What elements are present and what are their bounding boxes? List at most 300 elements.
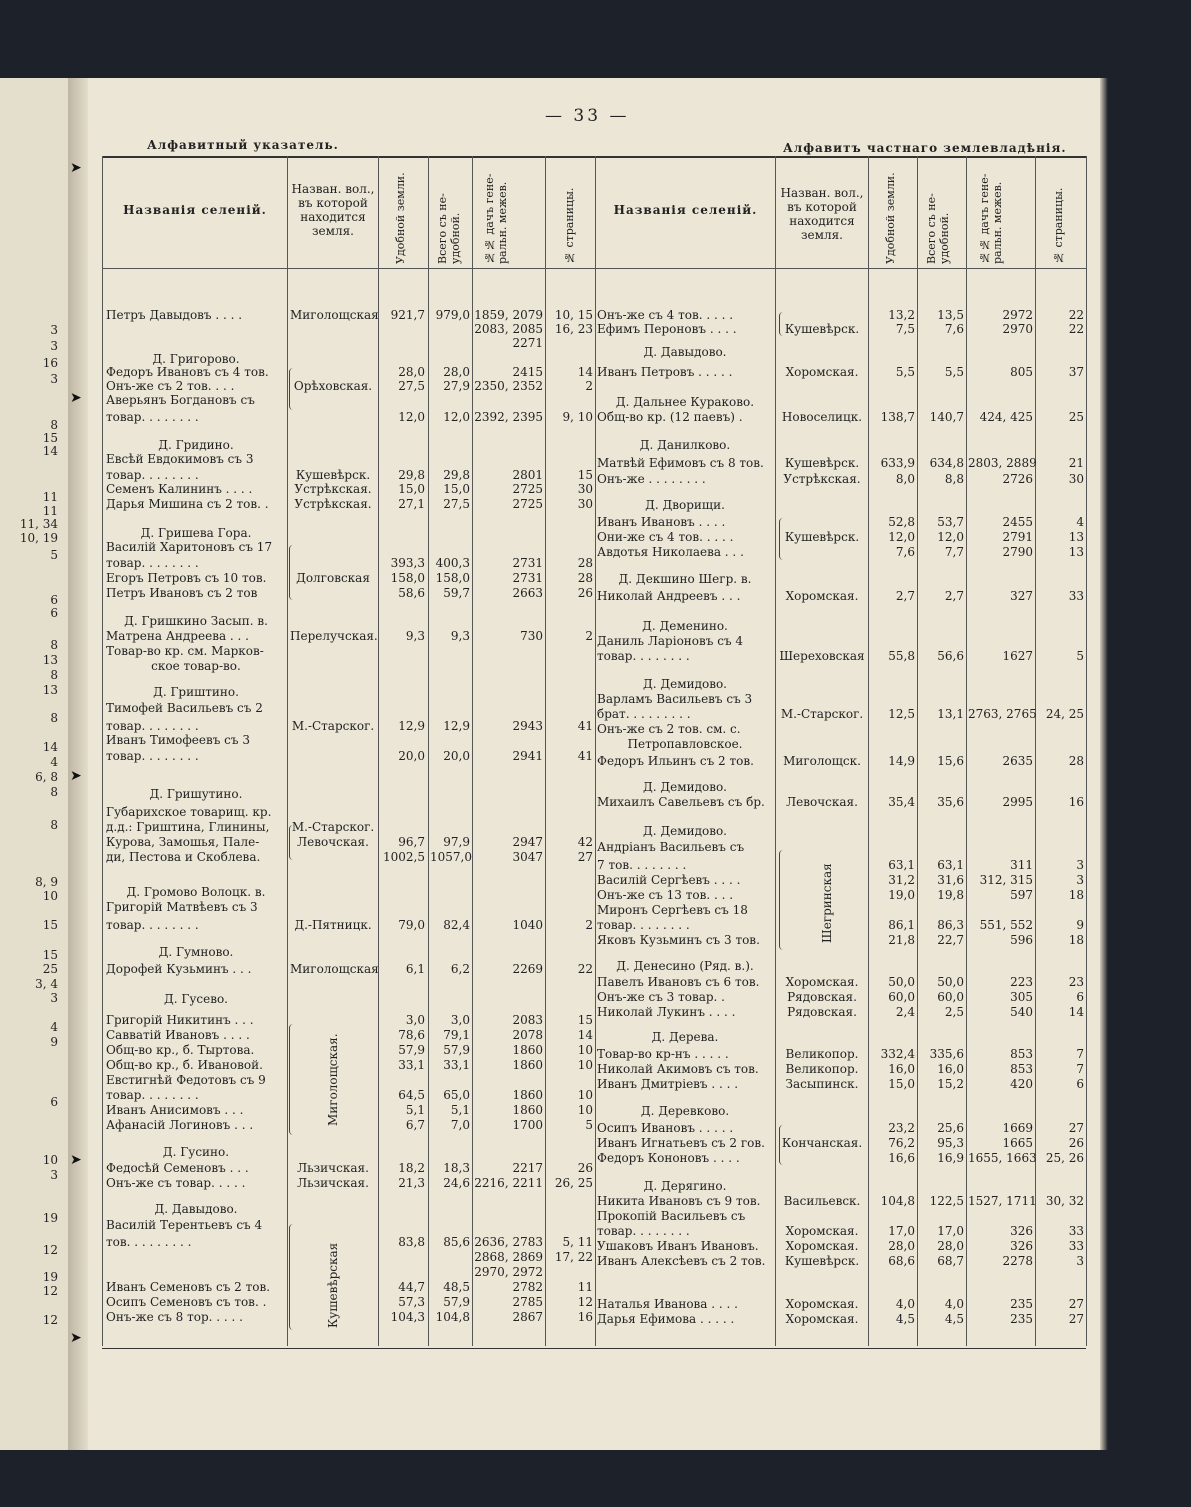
right-page-cell: 7 <box>1076 1047 1084 1061</box>
left-convenient-cell: 393,3 <box>390 556 425 570</box>
binding-thread-mark: ➤ <box>70 390 82 406</box>
left-village-heading: Д. Давыдово. <box>154 1202 238 1216</box>
right-village-heading: Д. Деменино. <box>642 619 728 633</box>
right-village-heading: Д. Денесино (Ряд. в.). <box>616 959 754 973</box>
col-header-name-right: Названія селеній. <box>613 203 758 217</box>
right-owner-name: Осипъ Ивановъ . . . . . <box>597 1121 734 1135</box>
right-convenient-cell: 60,0 <box>888 990 915 1004</box>
right-dacha-cell: 1665 <box>1002 1136 1033 1150</box>
left-strip-number: 14 <box>42 444 58 458</box>
rule <box>595 156 596 1346</box>
right-volost-cell: Хоромская. <box>785 1224 859 1238</box>
left-strip-number: 5 <box>50 548 58 562</box>
left-volost-cell: Устрѣкская. <box>294 482 372 496</box>
right-convenient-cell: 16,0 <box>888 1062 915 1076</box>
right-owner-name: Дарья Ефимова . . . . . <box>597 1312 735 1326</box>
right-owner-name: товар. . . . . . . . <box>597 1224 690 1238</box>
left-owner-name: Федоръ Ивановъ съ 4 тов. <box>106 365 269 379</box>
left-dacha-cell: 2867 <box>512 1310 543 1324</box>
left-page-cell: 28 <box>577 571 593 585</box>
right-convenient-cell: 31,2 <box>888 873 915 887</box>
left-dacha-cell: 2731 <box>512 571 543 585</box>
right-convenient-cell: 633,9 <box>880 456 915 470</box>
left-owner-name: Матрена Андреева . . . <box>106 629 249 643</box>
book-gutter <box>68 78 88 1450</box>
rule <box>1035 156 1036 1346</box>
left-dacha-cell: 2636, 2783 <box>474 1235 543 1249</box>
left-page-cell: 22 <box>577 962 593 976</box>
left-dacha-cell: 1040 <box>512 918 543 932</box>
right-owner-name: Варламъ Васильевъ съ 3 <box>597 692 753 706</box>
right-page-cell: 27 <box>1068 1312 1084 1326</box>
right-vertical-volost: Шегринская <box>820 863 834 943</box>
right-page-cell: 28 <box>1068 754 1084 768</box>
right-convenient-cell: 13,2 <box>888 308 915 322</box>
right-page-cell: 24, 25 <box>1045 707 1084 721</box>
brace-mark <box>289 1024 294 1135</box>
left-dacha-cell: 2083, 2085 <box>474 322 543 336</box>
right-owner-name: Павелъ Ивановъ съ 6 тов. <box>597 975 760 989</box>
right-total-cell: 122,5 <box>929 1194 964 1208</box>
left-page-cell: 12 <box>577 1295 593 1309</box>
left-owner-name: Евстигнѣй Федотовъ съ 9 <box>106 1073 266 1087</box>
right-owner-name: Товар-во кр-нъ . . . . . <box>597 1047 729 1061</box>
right-total-cell: 16,0 <box>937 1062 964 1076</box>
left-strip-number: 3 <box>50 372 58 386</box>
right-convenient-cell: 104,8 <box>880 1194 915 1208</box>
left-total-cell: 20,0 <box>443 749 470 763</box>
left-owner-name: товар. . . . . . . . <box>106 719 199 733</box>
right-convenient-cell: 4,0 <box>895 1297 915 1311</box>
left-total-cell: 7,0 <box>450 1118 470 1132</box>
right-dacha-cell: 540 <box>1010 1005 1033 1019</box>
left-strip-number: 8 <box>50 418 58 432</box>
right-owner-name: Иванъ Игнатьевъ съ 2 гов. <box>597 1136 765 1150</box>
left-volost-cell: Долговская <box>296 571 370 585</box>
right-dacha-cell: 551, 552 <box>979 918 1033 932</box>
right-volost-cell: Хоромская. <box>785 1297 859 1311</box>
right-dacha-cell: 235 <box>1010 1312 1033 1326</box>
left-page-cell: 5 <box>585 1118 593 1132</box>
right-owner-name: товар. . . . . . . . <box>597 918 690 932</box>
right-owner-name: Онъ-же съ 2 тов. см. с. <box>597 722 741 736</box>
right-convenient-cell: 86,1 <box>888 918 915 932</box>
left-volost-cell: Устрѣкская. <box>294 497 372 511</box>
right-page-cell: 37 <box>1068 365 1084 379</box>
right-owner-name: брат. . . . . . . . . <box>597 707 691 721</box>
right-total-cell: 53,7 <box>937 515 964 529</box>
left-owner-name: товар. . . . . . . . <box>106 410 199 424</box>
right-page-cell: 13 <box>1068 545 1084 559</box>
rule <box>378 156 379 1346</box>
right-owner-name: Прокопій Васильевъ съ <box>597 1209 746 1223</box>
right-page-cell: 3 <box>1076 858 1084 872</box>
left-owner-name: ди, Пестова и Скоблева. <box>106 850 261 864</box>
left-village-heading: Д. Гришкино Засып. в. <box>124 614 268 628</box>
left-strip-number: 8 <box>50 711 58 725</box>
right-dacha-cell: 805 <box>1010 365 1033 379</box>
col-header-pages-right: № страницы. <box>1052 187 1065 264</box>
right-dacha-cell: 2972 <box>1002 308 1033 322</box>
left-owner-name: Василій Харитоновъ съ 17 <box>106 540 273 554</box>
left-total-cell: 18,3 <box>443 1161 470 1175</box>
left-strip-number: 19 <box>42 1270 58 1284</box>
left-dacha-cell: 2941 <box>512 749 543 763</box>
rule <box>545 156 546 1346</box>
right-dacha-cell: 326 <box>1010 1239 1033 1253</box>
left-dacha-cell: 2078 <box>512 1028 543 1042</box>
left-owner-name: Дарья Мишина съ 2 тов. . <box>106 497 269 511</box>
right-dacha-cell: 597 <box>1010 888 1033 902</box>
left-total-cell: 65,0 <box>443 1088 470 1102</box>
left-strip-number: 12 <box>42 1243 58 1257</box>
right-dacha-cell: 1655, 1663 <box>968 1151 1037 1165</box>
right-convenient-cell: 28,0 <box>888 1239 915 1253</box>
left-total-cell: 29,8 <box>443 468 470 482</box>
left-strip-number: 8 <box>50 818 58 832</box>
left-volost-cell: М.-Старског. <box>291 719 375 733</box>
left-owner-name: Общ-во кр., б. Ивановой. <box>106 1058 263 1072</box>
left-page-cell: 10 <box>577 1058 593 1072</box>
right-total-cell: 13,5 <box>937 308 964 322</box>
rule <box>428 156 429 1346</box>
right-total-cell: 7,7 <box>944 545 964 559</box>
right-convenient-cell: 4,5 <box>895 1312 915 1326</box>
left-strip-number: 4 <box>50 755 58 769</box>
brace-mark <box>289 1224 294 1330</box>
left-volost-cell: Миголощская <box>290 308 379 322</box>
left-page-cell: 30 <box>577 497 593 511</box>
right-volost-cell: Хоромская. <box>785 589 859 603</box>
left-owner-name: Иванъ Тимофеевъ съ 3 <box>106 733 250 747</box>
right-owner-name: Никита Ивановъ съ 9 тов. <box>597 1194 761 1208</box>
left-strip-number: 19 <box>42 1211 58 1225</box>
right-total-cell: 2,7 <box>944 589 964 603</box>
left-volost-cell: Левочская. <box>297 835 369 849</box>
left-strip-number: 6, 8 <box>35 770 58 784</box>
left-owner-name: Осипъ Семеновъ съ тов. . <box>106 1295 267 1309</box>
left-page-cell: 41 <box>577 749 593 763</box>
left-page-cell: 2 <box>585 629 593 643</box>
right-total-cell: 22,7 <box>937 933 964 947</box>
page-number: — 33 — <box>545 106 630 126</box>
rule <box>472 156 473 1346</box>
left-convenient-cell: 18,2 <box>398 1161 425 1175</box>
left-owner-name: Григорій Никитинъ . . . <box>106 1013 254 1027</box>
right-volost-cell: Хоромская. <box>785 1239 859 1253</box>
right-dacha-cell: 312, 315 <box>979 873 1033 887</box>
right-volost-cell: Новоселицк. <box>781 410 863 424</box>
left-strip-number: 10, 19 <box>19 531 58 545</box>
left-owner-name: Григорій Матвѣевъ съ 3 <box>106 900 258 914</box>
right-convenient-cell: 8,0 <box>895 472 915 486</box>
right-total-cell: 68,7 <box>937 1254 964 1268</box>
right-village-heading: Д. Данилково. <box>639 438 731 452</box>
left-village-heading: Д. Гришева Гора. <box>140 526 252 540</box>
left-page-cell: 15 <box>577 1013 593 1027</box>
right-convenient-cell: 17,0 <box>888 1224 915 1238</box>
left-strip-number: 3, 4 <box>35 977 58 991</box>
left-vertical-volost: Кушевѣрская <box>326 1242 340 1328</box>
right-volost-cell: Кончанская. <box>781 1136 863 1150</box>
binding-thread-mark: ➤ <box>70 1330 82 1346</box>
left-total-cell: 79,1 <box>443 1028 470 1042</box>
left-page-cell: 10 <box>577 1103 593 1117</box>
left-convenient-cell: 58,6 <box>398 586 425 600</box>
brace-mark <box>779 312 784 336</box>
right-page-cell: 6 <box>1076 990 1084 1004</box>
right-volost-cell: Левочская. <box>786 795 858 809</box>
right-owner-name: Иванъ Алексѣевъ съ 2 тов. <box>597 1254 766 1268</box>
right-village-heading: Д. Давыдово. <box>643 345 727 359</box>
left-strip-number: 8, 9 <box>35 875 58 889</box>
right-dacha-cell: 2790 <box>1002 545 1033 559</box>
right-total-cell: 15,2 <box>937 1077 964 1091</box>
right-owner-name: Онъ-же съ 13 тов. . . . <box>597 888 734 902</box>
left-convenient-cell: 6,7 <box>405 1118 425 1132</box>
brace-mark <box>289 825 294 860</box>
binding-thread-mark: ➤ <box>70 160 82 176</box>
right-dacha-cell: 1669 <box>1002 1121 1033 1135</box>
left-dacha-cell: 730 <box>520 629 543 643</box>
left-strip-number: 13 <box>42 683 58 697</box>
right-convenient-cell: 21,8 <box>888 933 915 947</box>
right-convenient-cell: 50,0 <box>888 975 915 989</box>
binding-thread-mark: ➤ <box>70 768 82 784</box>
right-village-heading: Д. Дворищи. <box>645 498 725 512</box>
left-total-cell: 82,4 <box>443 918 470 932</box>
left-strip-number: 3 <box>50 991 58 1005</box>
left-convenient-cell: 57,9 <box>398 1043 425 1057</box>
left-strip-number: 6 <box>50 606 58 620</box>
rule <box>917 156 918 1346</box>
left-owner-name: Евсѣй Евдокимовъ съ 3 <box>106 452 254 466</box>
right-dacha-cell: 2278 <box>1002 1254 1033 1268</box>
left-dacha-cell: 2663 <box>512 586 543 600</box>
page-edge-shadow <box>1100 78 1108 1450</box>
right-page-cell: 9 <box>1076 918 1084 932</box>
right-volost-cell: Устрѣкская. <box>783 472 861 486</box>
left-village-heading: Д. Гусино. <box>162 1145 230 1159</box>
right-total-cell: 5,5 <box>944 365 964 379</box>
right-page-cell: 33 <box>1068 1224 1084 1238</box>
right-dacha-cell: 2803, 2889 <box>968 456 1037 470</box>
left-page-cell: 10 <box>577 1088 593 1102</box>
left-owner-name: Афанасій Логиновъ . . . <box>106 1118 254 1132</box>
left-total-cell: 1057,0 <box>430 850 472 864</box>
right-total-cell: 12,0 <box>937 530 964 544</box>
left-village-heading: ское товар-во. <box>151 659 241 673</box>
left-page-cell: 14 <box>577 365 593 379</box>
right-page-cell: 13 <box>1068 530 1084 544</box>
left-village-heading: Д. Гриштино. <box>153 685 239 699</box>
left-page-cell: 2 <box>585 918 593 932</box>
left-village-heading: Д. Гришутино. <box>149 787 243 801</box>
left-volost-cell: Орѣховская. <box>293 379 373 393</box>
right-dacha-cell: 853 <box>1010 1062 1033 1076</box>
left-strip-number: 12 <box>42 1313 58 1327</box>
left-convenient-cell: 15,0 <box>398 482 425 496</box>
right-page-cell: 33 <box>1068 589 1084 603</box>
right-page-cell: 27 <box>1068 1297 1084 1311</box>
right-village-heading: Петропавловское. <box>627 737 743 751</box>
right-owner-name: Онъ-же съ 3 товар. . <box>597 990 725 1004</box>
left-dacha-cell: 2801 <box>512 468 543 482</box>
right-dacha-cell: 853 <box>1010 1047 1033 1061</box>
left-strip-number: 3 <box>50 323 58 337</box>
left-convenient-cell: 44,7 <box>398 1280 425 1294</box>
left-volost-cell: М.-Старског. <box>291 820 375 834</box>
left-total-cell: 12,9 <box>443 719 470 733</box>
left-convenient-cell: 83,8 <box>398 1235 425 1249</box>
right-total-cell: 50,0 <box>937 975 964 989</box>
left-owner-name: Товар-во кр. см. Марков- <box>106 644 264 658</box>
left-owner-name: Курова, Замошья, Пале- <box>106 835 260 849</box>
left-dacha-cell: 2725 <box>512 497 543 511</box>
left-strip-number: 11, 34 <box>19 517 58 531</box>
left-total-cell: 48,5 <box>443 1280 470 1294</box>
left-total-cell: 97,9 <box>443 835 470 849</box>
left-page-cell: 28 <box>577 556 593 570</box>
left-strip-number: 13 <box>42 653 58 667</box>
right-convenient-cell: 14,9 <box>888 754 915 768</box>
right-total-cell: 56,6 <box>937 649 964 663</box>
left-owner-name: товар. . . . . . . . <box>106 749 199 763</box>
right-total-cell: 4,5 <box>944 1312 964 1326</box>
left-total-cell: 33,1 <box>443 1058 470 1072</box>
col-header-dachas: №№ дачъ гене-ральн. межев. <box>483 173 509 264</box>
right-page-cell: 23 <box>1068 975 1084 989</box>
left-total-cell: 3,0 <box>450 1013 470 1027</box>
right-village-heading: Д. Демидово. <box>643 677 727 691</box>
right-total-cell: 16,9 <box>937 1151 964 1165</box>
right-convenient-cell: 52,8 <box>888 515 915 529</box>
right-owner-name: Николай Акимовъ съ тов. <box>597 1062 759 1076</box>
left-convenient-cell: 12,0 <box>398 410 425 424</box>
left-strip-number: 4 <box>50 1020 58 1034</box>
left-page-cell: 26, 25 <box>554 1176 593 1190</box>
right-owner-name: Яковъ Кузьминъ съ 3 тов. <box>597 933 760 947</box>
right-convenient-cell: 68,6 <box>888 1254 915 1268</box>
right-volost-cell: Кушевѣрск. <box>784 456 860 470</box>
right-page-cell: 22 <box>1068 308 1084 322</box>
right-total-cell: 15,6 <box>937 754 964 768</box>
right-village-heading: Д. Демидово. <box>643 824 727 838</box>
binding-thread-mark: ➤ <box>70 1152 82 1168</box>
right-convenient-cell: 15,0 <box>888 1077 915 1091</box>
col-header-volost: Назван. вол., въ которой находится земля. <box>291 182 375 238</box>
left-dacha-cell: 2782 <box>512 1280 543 1294</box>
left-dacha-cell: 1860 <box>512 1088 543 1102</box>
left-total-cell: 400,3 <box>435 556 470 570</box>
left-volost-cell: Льзичская. <box>297 1176 369 1190</box>
left-strip-number: 11 <box>42 504 58 518</box>
right-total-cell: 2,5 <box>944 1005 964 1019</box>
left-total-cell: 104,8 <box>435 1310 470 1324</box>
right-dacha-cell: 327 <box>1010 589 1033 603</box>
right-dacha-cell: 2455 <box>1002 515 1033 529</box>
right-convenient-cell: 16,6 <box>888 1151 915 1165</box>
left-dacha-cell: 2269 <box>512 962 543 976</box>
right-dacha-cell: 2995 <box>1002 795 1033 809</box>
right-owner-name: Ефимъ Пероновъ . . . . <box>597 322 737 336</box>
left-dacha-cell: 2943 <box>512 719 543 733</box>
right-total-cell: 8,8 <box>944 472 964 486</box>
left-dacha-cell: 1700 <box>512 1118 543 1132</box>
right-dacha-cell: 305 <box>1010 990 1033 1004</box>
left-village-heading: Д. Громово Волоцк. в. <box>126 885 266 899</box>
right-total-cell: 86,3 <box>937 918 964 932</box>
right-village-heading: Д. Демидово. <box>643 780 727 794</box>
right-page-cell: 33 <box>1068 1239 1084 1253</box>
right-owner-name: Онъ-же съ 4 тов. . . . . <box>597 308 734 322</box>
right-dacha-cell: 1527, 1711 <box>968 1194 1037 1208</box>
right-page-cell: 27 <box>1068 1121 1084 1135</box>
right-volost-cell: Васильевск. <box>783 1194 861 1208</box>
left-total-cell: 57,9 <box>443 1295 470 1309</box>
right-owner-name: Авдотья Николаева . . . <box>597 545 744 559</box>
right-total-cell: 25,6 <box>937 1121 964 1135</box>
right-volost-cell: Кушевѣрск. <box>784 530 860 544</box>
left-strip-number: 10 <box>42 1153 58 1167</box>
left-village-heading: Д. Гусево. <box>163 992 228 1006</box>
left-strip-number: 8 <box>50 638 58 652</box>
rule <box>868 156 869 1346</box>
right-page-cell: 18 <box>1068 933 1084 947</box>
right-total-cell: 35,6 <box>937 795 964 809</box>
left-volost-cell: Д.-Пятницк. <box>294 918 372 932</box>
left-dacha-cell: 2083 <box>512 1013 543 1027</box>
left-strip-number: 3 <box>50 1168 58 1182</box>
left-page-cell: 17, 22 <box>554 1250 593 1264</box>
left-page-cell: 14 <box>577 1028 593 1042</box>
left-convenient-cell: 20,0 <box>398 749 425 763</box>
left-page-cell: 15 <box>577 468 593 482</box>
right-total-cell: 63,1 <box>937 858 964 872</box>
right-convenient-cell: 76,2 <box>888 1136 915 1150</box>
right-page-cell: 5 <box>1076 649 1084 663</box>
left-volost-cell: Льзичская. <box>297 1161 369 1175</box>
right-total-cell: 28,0 <box>937 1239 964 1253</box>
right-village-heading: Д. Дерягино. <box>643 1179 727 1193</box>
left-total-cell: 5,1 <box>450 1103 470 1117</box>
left-owner-name: Онъ-же съ 8 тор. . . . . <box>106 1310 243 1324</box>
left-dacha-cell: 2350, 2352 <box>474 379 543 393</box>
right-village-heading: Д. Декшино Шегр. в. <box>618 572 752 586</box>
right-convenient-cell: 63,1 <box>888 858 915 872</box>
left-convenient-cell: 104,3 <box>390 1310 425 1324</box>
left-owner-name: д.д.: Гриштина, Глинины, <box>106 820 270 834</box>
right-total-cell: 7,6 <box>944 322 964 336</box>
left-strip-number: 6 <box>50 593 58 607</box>
left-dacha-cell: 2947 <box>512 835 543 849</box>
left-owner-name: Общ-во кр., б. Тыртова. <box>106 1043 255 1057</box>
left-owner-name: Петръ Давыдовъ . . . . <box>106 308 243 322</box>
left-total-cell: 979,0 <box>435 308 470 322</box>
left-strip-number: 9 <box>50 1035 58 1049</box>
left-dacha-cell: 3047 <box>512 850 543 864</box>
right-convenient-cell: 7,5 <box>895 322 915 336</box>
left-convenient-cell: 57,3 <box>398 1295 425 1309</box>
left-owner-name: товар. . . . . . . . <box>106 556 199 570</box>
right-page-cell: 30, 32 <box>1045 1194 1084 1208</box>
brace-mark <box>289 368 294 410</box>
left-owner-name: Семенъ Калининъ . . . . <box>106 482 253 496</box>
right-owner-name: Николай Лукинъ . . . . <box>597 1005 736 1019</box>
left-dacha-cell: 2392, 2395 <box>474 410 543 424</box>
left-total-cell: 57,9 <box>443 1043 470 1057</box>
col-header-pages: № страницы. <box>563 187 576 264</box>
